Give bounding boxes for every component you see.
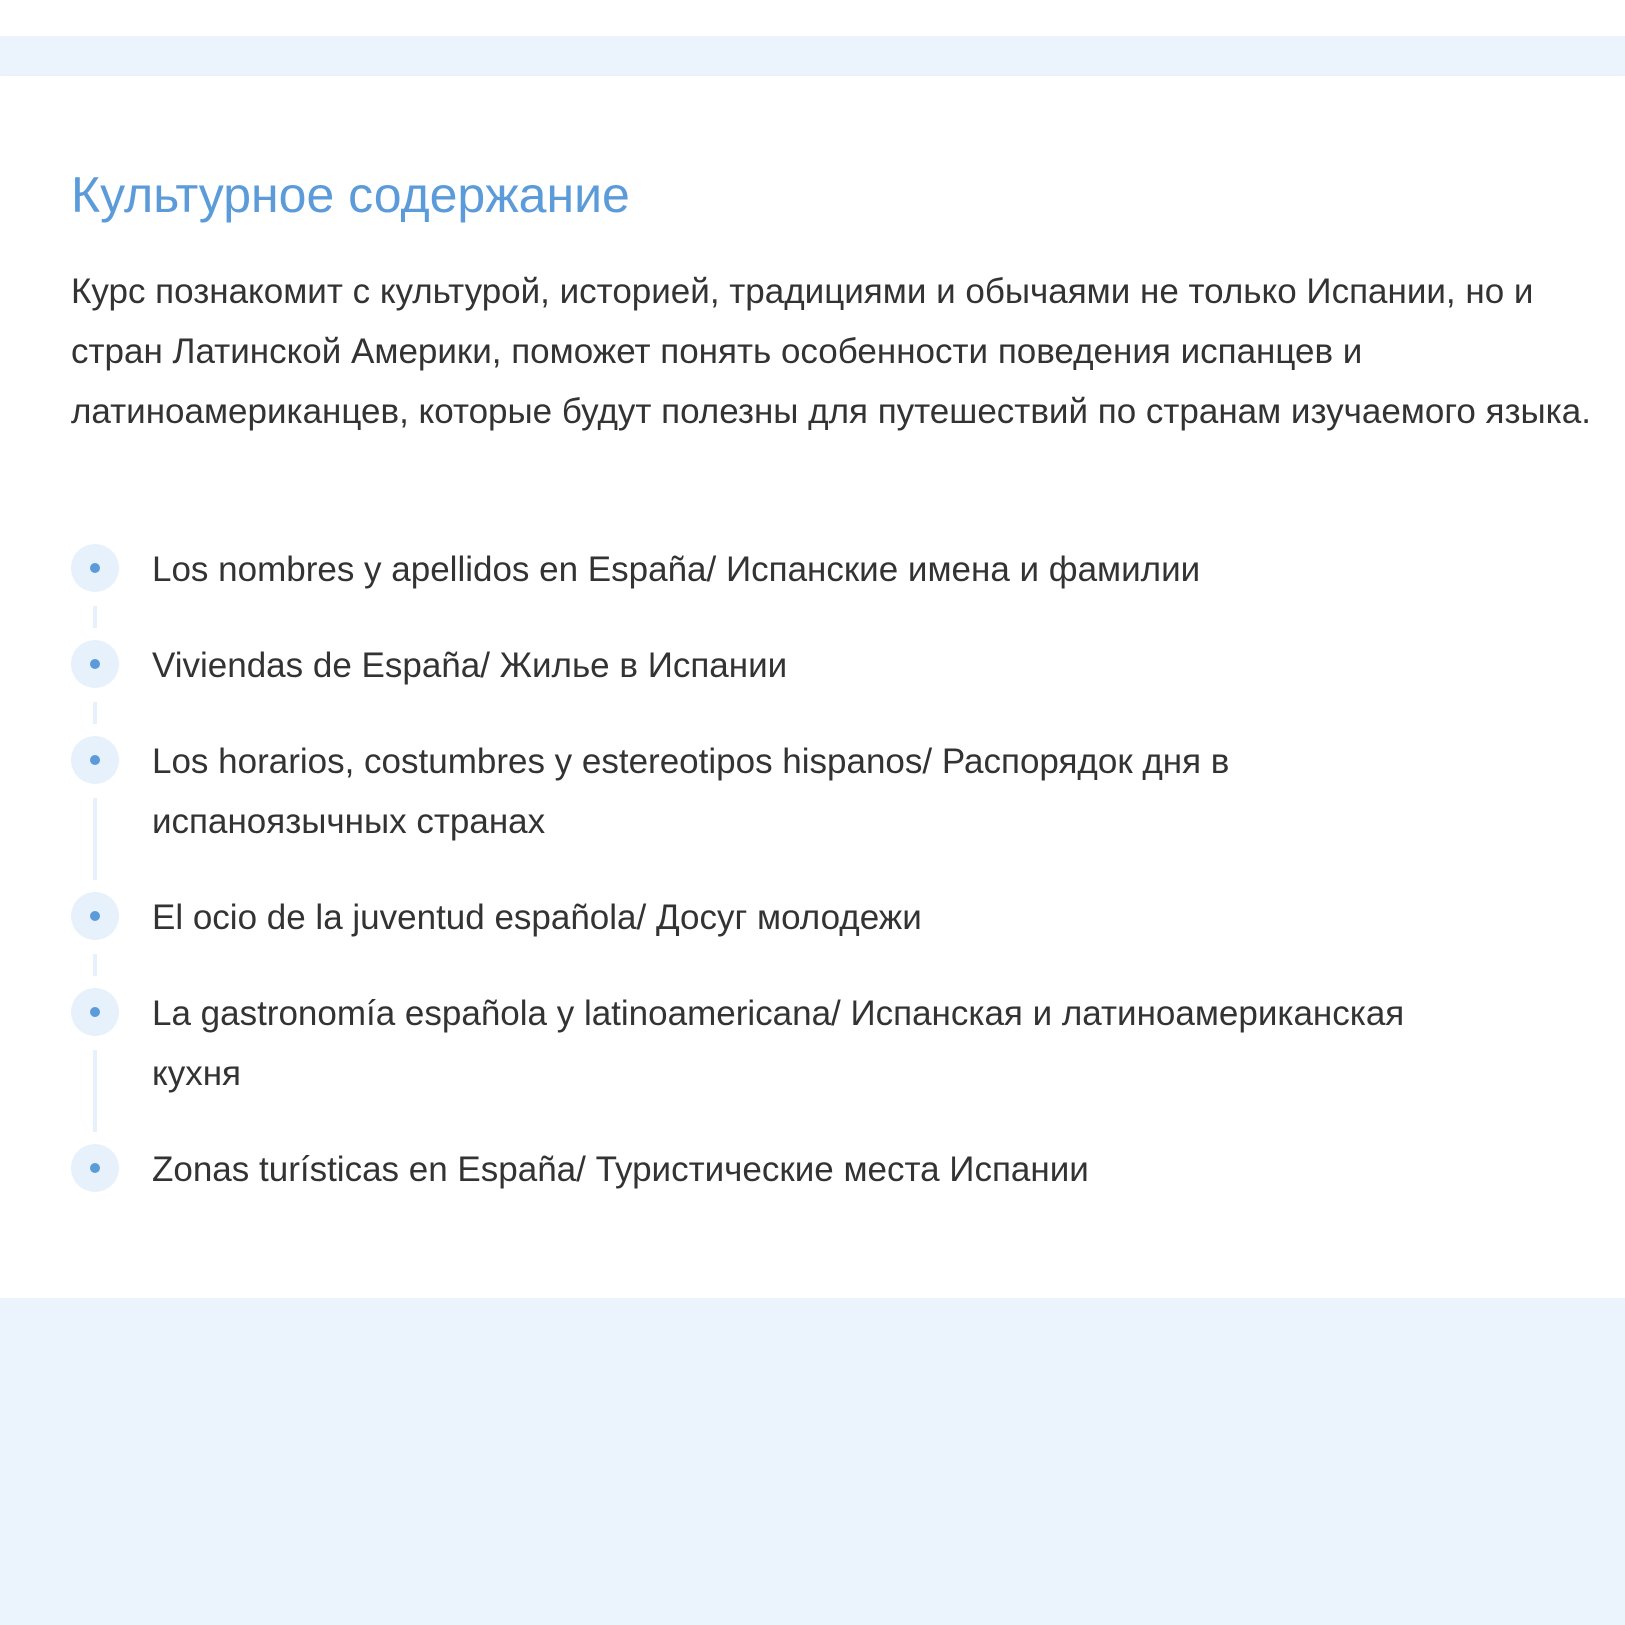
bullet-dot-icon xyxy=(71,736,119,784)
timeline-connector xyxy=(93,606,97,628)
top-divider-band xyxy=(0,36,1625,76)
page-background-bottom xyxy=(0,1298,1625,1625)
timeline-connector xyxy=(93,1050,97,1132)
topic-item xyxy=(71,984,1471,1140)
timeline-connector xyxy=(93,954,97,976)
bullet-dot-icon xyxy=(71,544,119,592)
section-intro: Курс познакомит с культурой, историей, традициями и обычаями не только Испании, но и стран Латинской Америки, поможет понять особенности поведения испанцев и латиноамериканцев, которые будут полезны для путешествий по странам изучаемого языка. xyxy=(71,272,1591,431)
bullet-dot-icon xyxy=(71,1144,119,1192)
timeline-connector xyxy=(93,798,97,880)
topic-item xyxy=(71,1140,1471,1200)
topic-item xyxy=(71,888,1471,984)
bullet-dot-icon xyxy=(71,988,119,1036)
timeline-connector xyxy=(93,702,97,724)
topic-text: El ocio de la juventud española/ Досуг молодежи xyxy=(152,898,922,937)
topics-timeline xyxy=(71,540,1471,1200)
bullet-dot-icon xyxy=(71,892,119,940)
topic-text: Viviendas de España/ Жилье в Испании xyxy=(152,646,788,685)
topic-text: La gastronomía española y latinoamericana/ Испанская и латиноамериканская кухня xyxy=(152,994,1405,1093)
topic-item xyxy=(71,636,1471,732)
topic-text: Los nombres y apellidos en España/ Испанские имена и фамилии xyxy=(152,550,1201,589)
bullet-dot-icon xyxy=(71,640,119,688)
topic-item xyxy=(71,540,1471,636)
topic-text: Zonas turísticas en España/ Туристические места Испании xyxy=(152,1150,1089,1189)
page-top-edge xyxy=(0,0,1625,36)
topic-text: Los horarios, costumbres y estereotipos hispanos/ Распорядок дня в испаноязычных странах xyxy=(152,742,1230,841)
topic-item xyxy=(71,732,1471,888)
section-title: Культурное содержание xyxy=(71,167,630,223)
